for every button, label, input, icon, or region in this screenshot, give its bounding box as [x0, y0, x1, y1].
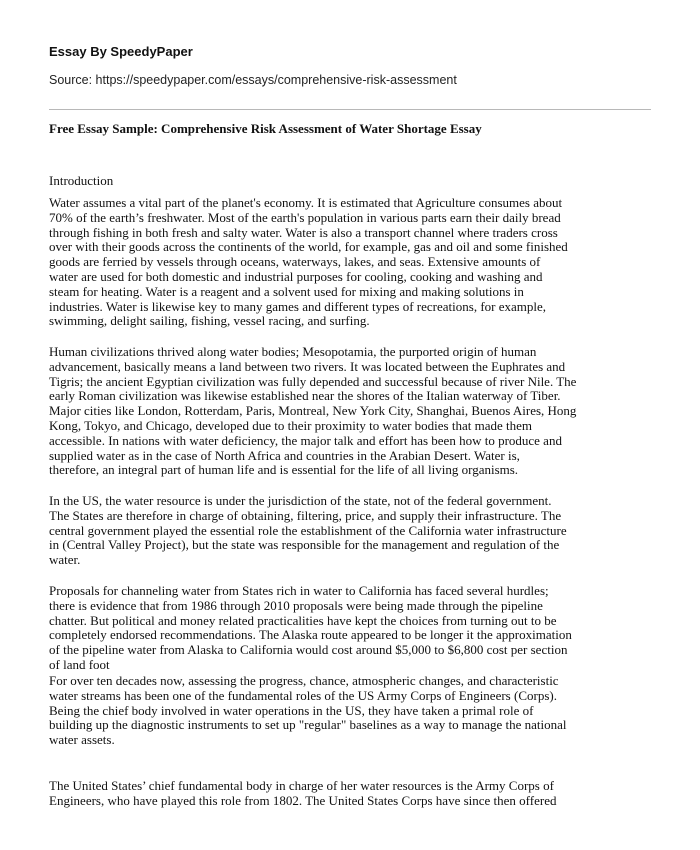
paragraph-line: Tigris; the ancient Egyptian civilization was fully depended and successful because of river Nile. The — [49, 373, 577, 389]
paragraph-3 — [49, 494, 657, 568]
paragraph-line: industries. Water is likewise key to many games and different types of recreations, for example, — [49, 298, 547, 314]
paragraph-line: steam for heating. Water is a reagent and a solvent used for mixing and making solutions in — [49, 283, 524, 299]
paragraph-line: swimming, delight sailing, fishing, vessel racing, and surfing. — [49, 313, 370, 329]
paragraph-line: Water assumes a vital part of the planet's economy. It is estimated that Agriculture consumes about — [49, 195, 563, 210]
paragraph-line: in (Central Valley Project), but the state was responsible for the management and regulation of the — [49, 537, 560, 553]
paragraph-line: In the US, the water resource is under the jurisdiction of the state, not of the federal government. — [49, 493, 552, 508]
paragraph-line: supplied water as in the case of North Africa and countries in the Arabian Desert. Water is, — [49, 447, 520, 463]
paragraph-line: Being the chief body involved in water operations in the US, they have taken a primal role of — [49, 702, 534, 718]
essay-title: Free Essay Sample: Comprehensive Risk Assessment of Water Shortage Essay — [49, 121, 482, 136]
paragraph-line: therefore, an integral part of human life and is essential for the life of all living organisms. — [49, 462, 519, 478]
paragraph-line: completely endorsed recommendations. The Alaska route appeared to be longer it the approximation — [49, 627, 572, 643]
header-divider — [49, 109, 651, 110]
source-line: Source: https://speedypaper.com/essays/comprehensive-risk-assessment — [49, 73, 457, 87]
paragraph-line: over with their goods across the continents of the world, for example, gas and oil and some finished — [49, 239, 568, 255]
paragraph-line: Major cities like London, Rotterdam, Paris, Montreal, New York City, Shanghai, Buenos Aires, Hong — [49, 403, 577, 419]
paragraph-line: of the pipeline water from Alaska to California would cost around $5,000 to $6,800 cost per section — [49, 642, 568, 658]
paragraph-line: Engineers, who have played this role from 1802. The United States Corps have since then offered — [49, 792, 557, 808]
paragraph-line: there is evidence that from 1986 through 2010 proposals were being made through the pipeline — [49, 597, 543, 613]
paragraph-line: through fishing in both fresh and salty water. Water is also a transport channel where traders cross — [49, 224, 558, 240]
paragraph-line: water assets. — [49, 732, 115, 748]
paragraph-line: The States are therefore in charge of obtaining, filtering, price, and supply their infrastructure. The — [49, 507, 562, 523]
paragraph-line: The United States’ chief fundamental body in charge of her water resources is the Army Corps of — [49, 778, 554, 793]
paragraph-line: central government played the essential role the establishment of the California water infrastructure — [49, 522, 567, 538]
paragraph-6 — [49, 779, 657, 809]
paragraph-4 — [49, 584, 657, 673]
paragraph-2 — [49, 345, 657, 478]
paragraph-line: chatter. But political and money related practicalities have kept the choices from turning out to be — [49, 612, 557, 628]
paragraph-line: Proposals for channeling water from States rich in water to California has faced several hurdles; — [49, 583, 549, 598]
section-heading: Introduction — [49, 173, 114, 188]
paragraph-5 — [49, 674, 657, 748]
paragraph-line: water. — [49, 552, 81, 568]
paragraph-line: building up the diagnostic instruments to set up "regular" baselines as a way to manage the national — [49, 717, 567, 733]
paragraph-line: early Roman civilization was likewise established near the shores of the Italian waterway of Tiber. — [49, 388, 561, 404]
paragraph-line: advancement, basically means a land between two rivers. It was located between the Euphrates and — [49, 358, 566, 374]
paragraph-line: 70% of the earth’s freshwater. Most of the earth's population in various parts earn their daily bread — [49, 209, 561, 225]
paragraph-1 — [49, 196, 657, 329]
brand-header: Essay By SpeedyPaper — [49, 44, 193, 59]
paragraph-line: water streams has been one of the fundamental roles of the US Army Corps of Engineers (Corps). — [49, 687, 557, 703]
paragraph-line: Human civilizations thrived along water bodies; Mesopotamia, the purported origin of human — [49, 344, 537, 359]
paragraph-line: of land foot — [49, 656, 110, 672]
paragraph-line: Kong, Tokyo, and Chicago, developed due to their proximity to water bodies that made them — [49, 417, 532, 433]
paragraph-line: For over ten decades now, assessing the progress, chance, atmospheric changes, and characteristic — [49, 673, 559, 688]
paragraph-line: water are used for both domestic and industrial purposes for cooling, cooking and washing and — [49, 268, 543, 284]
paragraph-line: goods are ferried by vessels through oceans, waterways, lakes, and seas. Extensive amounts of — [49, 254, 541, 270]
paragraph-line: accessible. In nations with water deficiency, the major talk and effort has been how to produce and — [49, 432, 562, 448]
